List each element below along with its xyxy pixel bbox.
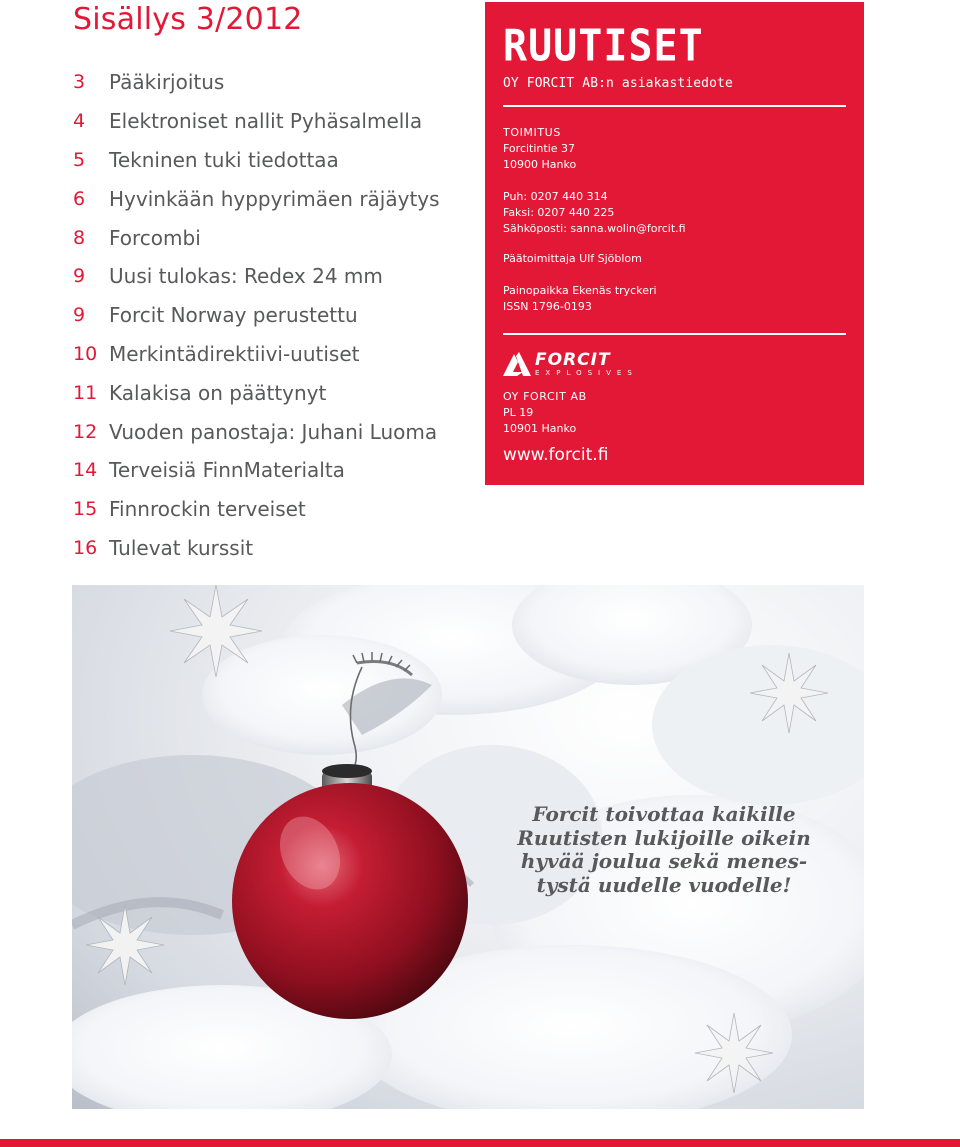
toc-item[interactable] bbox=[73, 490, 473, 529]
company-name: OY FORCIT AB bbox=[503, 390, 587, 403]
greeting-line: Forcit toivottaa kaikille bbox=[532, 802, 796, 826]
publication-subtitle: OY FORCIT AB:n asiakastiedote bbox=[503, 76, 733, 91]
greeting-line: tystä uudelle vuodelle! bbox=[536, 872, 792, 897]
christmas-photo bbox=[72, 585, 864, 1109]
toc-page-number: 15 bbox=[73, 498, 98, 521]
toc-item-title: Tekninen tuki tiedottaa bbox=[109, 147, 339, 172]
editorial-heading: TOIMITUS bbox=[503, 126, 561, 139]
toc-item[interactable] bbox=[73, 335, 473, 374]
toc-page-number: 10 bbox=[73, 342, 98, 365]
toc-page-number: 6 bbox=[73, 187, 86, 210]
toc-item-title: Hyvinkään hyppyrimäen räjäytys bbox=[109, 186, 440, 211]
divider bbox=[503, 333, 846, 335]
toc-item-title: Terveisiä FinnMaterialta bbox=[109, 458, 345, 483]
toc-item-title: Uusi tulokas: Redex 24 mm bbox=[109, 264, 383, 289]
toc-item-title: Forcombi bbox=[109, 225, 201, 250]
masthead-box bbox=[485, 2, 864, 485]
toc-page-number: 14 bbox=[73, 459, 98, 482]
toc-item[interactable] bbox=[73, 102, 473, 141]
toc-title: Sisällys 3/2012 bbox=[73, 2, 303, 37]
website-link[interactable]: www.forcit.fi bbox=[503, 445, 609, 465]
toc-item[interactable] bbox=[73, 412, 473, 451]
toc-item-title: Merkintädirektiivi-uutiset bbox=[109, 341, 360, 366]
toc-list bbox=[73, 63, 473, 567]
editorial-street: Forcitintie 37 bbox=[503, 142, 576, 155]
email-address[interactable]: Sähköposti: sanna.wolin@forcit.fi bbox=[503, 222, 686, 235]
fax-number: Faksi: 0207 440 225 bbox=[503, 206, 615, 219]
editor-in-chief: Päätoimittaja Ulf Sjöblom bbox=[503, 252, 642, 265]
toc-page-number: 3 bbox=[73, 71, 86, 94]
toc-page-number: 11 bbox=[73, 381, 98, 404]
logo-tagline: EXPLOSIVES bbox=[535, 368, 638, 377]
company-postal: 10901 Hanko bbox=[503, 422, 577, 435]
toc-page-number: 16 bbox=[73, 536, 98, 559]
forcit-logo bbox=[503, 351, 846, 377]
toc-item[interactable] bbox=[73, 63, 473, 102]
greeting-line: Ruutisten lukijoille oikein bbox=[517, 825, 811, 850]
phone-number: Puh: 0207 440 314 bbox=[503, 190, 608, 203]
toc-page-number: 9 bbox=[73, 304, 86, 327]
toc-item-title: Elektroniset nallit Pyhäsalmella bbox=[109, 109, 423, 134]
toc-page-number: 5 bbox=[73, 148, 86, 171]
toc-item-title: Finnrockin terveiset bbox=[109, 497, 306, 522]
printing-house: Painopaikka Ekenäs tryckeri bbox=[503, 284, 657, 297]
toc-item-title: Tulevat kurssit bbox=[109, 535, 254, 560]
holiday-greeting bbox=[504, 803, 824, 897]
toc-item-title: Vuoden panostaja: Juhani Luoma bbox=[109, 419, 438, 444]
toc-item-title: Kalakisa on päättynyt bbox=[109, 380, 327, 405]
forcit-logo-icon bbox=[503, 352, 531, 376]
toc-item[interactable] bbox=[73, 257, 473, 296]
logo-wordmark: FORCIT bbox=[535, 349, 611, 370]
divider bbox=[503, 105, 846, 107]
greeting-line: hyvää joulua sekä menes- bbox=[520, 849, 808, 873]
toc-item[interactable] bbox=[73, 179, 473, 218]
toc-page-number: 9 bbox=[73, 265, 86, 288]
toc-page-number: 12 bbox=[73, 420, 98, 443]
publication-title: RUUTISET bbox=[503, 20, 704, 72]
issn-number: ISSN 1796-0193 bbox=[503, 300, 592, 313]
toc-page-number: 8 bbox=[73, 226, 86, 249]
toc-item[interactable] bbox=[73, 218, 473, 257]
bottom-accent-bar bbox=[0, 1139, 960, 1147]
company-po-box: PL 19 bbox=[503, 406, 534, 419]
toc-item[interactable] bbox=[73, 296, 473, 335]
toc-item[interactable] bbox=[73, 373, 473, 412]
toc-item[interactable] bbox=[73, 529, 473, 568]
toc-item[interactable] bbox=[73, 141, 473, 180]
editorial-postal: 10900 Hanko bbox=[503, 158, 577, 171]
toc-item[interactable] bbox=[73, 451, 473, 490]
toc-item-title: Pääkirjoitus bbox=[109, 70, 225, 95]
toc-page-number: 4 bbox=[73, 110, 86, 133]
toc-item-title: Forcit Norway perustettu bbox=[109, 303, 358, 328]
